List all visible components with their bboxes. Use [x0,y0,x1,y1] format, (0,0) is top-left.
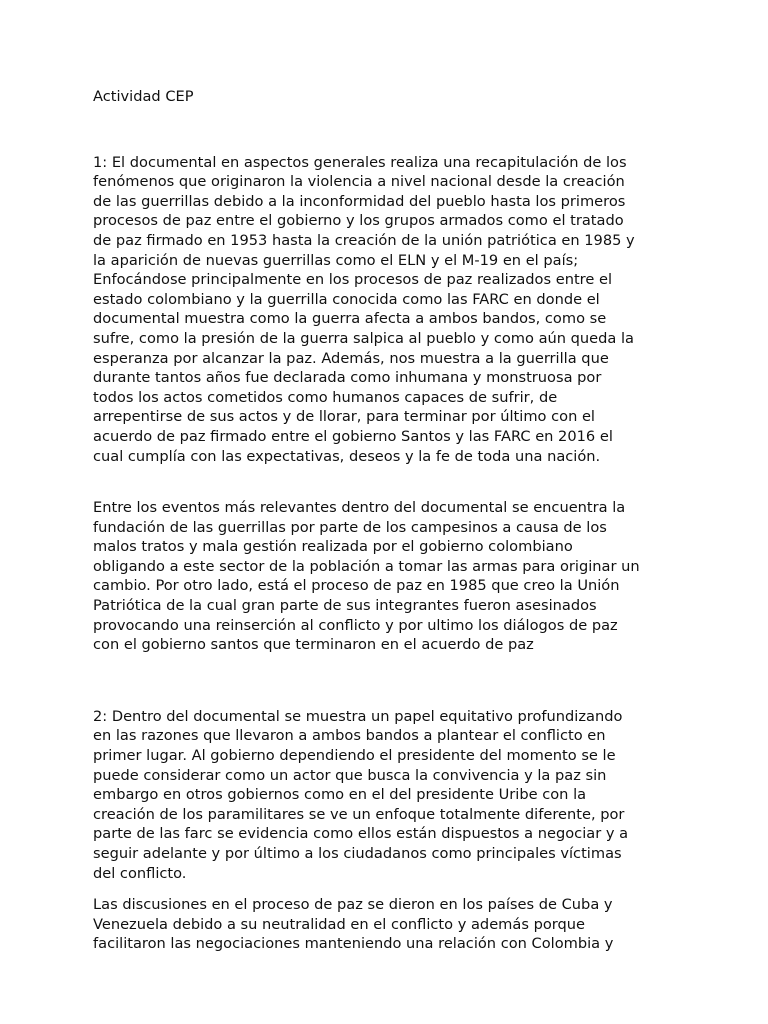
paragraph-peace-discussions: Las discusiones en el proceso de paz se dieron en los países de Cuba y Venezuela debido a su neutralidad en el conflicto y además porque facilitaron las negociaciones manteniendo una relación con Colombia y [93,896,614,953]
document-title: Actividad CEP [93,88,194,105]
paragraph-answer-2: 2: Dentro del documental se muestra un papel equitativo profundizando en las razones que llevaron a ambos bandos a plantear el conflicto en primer lugar. Al gobierno dependiendo el presidente del momento se le puede considerar como un actor que busca la convivencia y la paz sin embargo en otros gobiernos como en el del presidente Uribe con la creación de los paramilitares se ve un enfoque totalmente diferente, por parte de las farc se evidencia como ellos están dispuestos a negociar y a seguir adelante y por último a los ciudadanos como principales víctimas del conflicto. [93,707,629,882]
paragraph-answer-1: 1: El documental en aspectos generales realiza una recapitulación de los fenómenos que originaron la violencia a nivel nacional desde la creación de las guerrillas debido a la inconformidad del pueblo hasta los primeros procesos de paz entre el gobierno y los grupos armados como el tratado de paz firmado en 1953 hasta la creación de la unión patriótica en 1985 y la aparición de nuevas guerrillas como el ELN y el M-19 en el país; Enfocándose principalmente en los procesos de paz realizados entre el estado colombiano y la guerrilla conocida como las FARC en donde el documental muestra como la guerra afecta a ambos bandos, como se sufre, como la presión de la guerra salpica al pueblo y como aún queda la esperanza por alcanzar la paz. Además, nos muestra a la guerrilla que durante tantos años fue declarada como inhumana y monstruosa por todos los actos cometidos como humanos capaces de sufrir, de arrepentirse de sus actos y de llorar, para terminar por último con el acuerdo de paz firmado entre el gobierno Santos y las FARC en 2016 el cual cumplía con las expectativas, deseos y la fe de toda una nación. [93,153,635,465]
paragraph-relevant-events: Entre los eventos más relevantes dentro del documental se encuentra la fundación de las guerrillas por parte de los campesinos a causa de los malos tratos y mala gestión realizada por el gobierno colombiano obligando a este sector de la población a tomar las armas para originar un cambio. Por otro lado, está el proceso de paz en 1985 que creo la Unión Patriótica de la cual gran parte de sus integrantes fueron asesinados provocando una reinserción al conflicto y por ultimo los diálogos de paz con el gobierno santos que terminaron en el acuerdo de paz [93,499,640,654]
document-body [93,87,678,966]
